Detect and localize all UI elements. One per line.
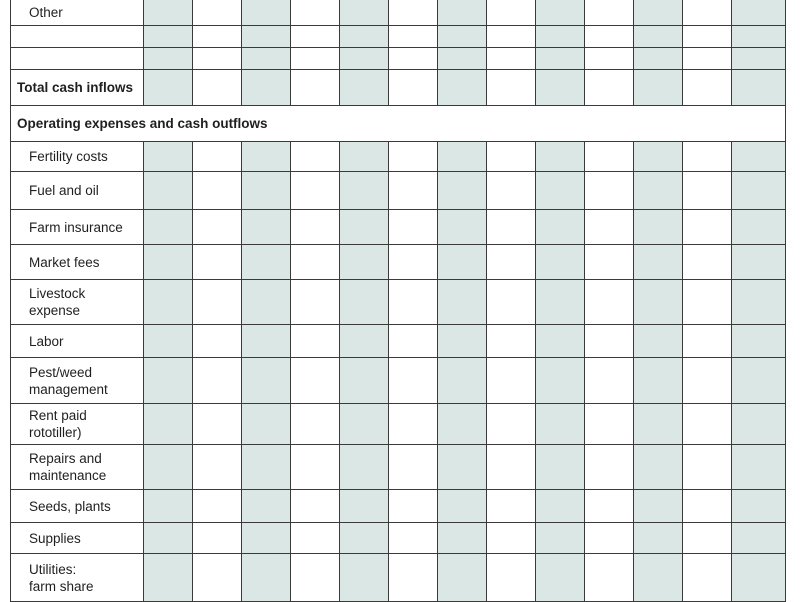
data-cell[interactable] <box>438 325 487 358</box>
data-cell[interactable] <box>585 70 634 106</box>
table-row <box>10 26 786 48</box>
data-cell[interactable] <box>536 280 585 325</box>
data-cell[interactable] <box>634 142 683 172</box>
data-cell[interactable] <box>536 142 585 172</box>
data-cell[interactable] <box>389 325 438 358</box>
data-cell[interactable] <box>193 325 242 358</box>
data-cell[interactable] <box>291 172 340 210</box>
data-cell[interactable] <box>340 490 389 523</box>
data-cell[interactable] <box>683 490 732 523</box>
data-cell[interactable] <box>242 0 291 26</box>
data-cell[interactable] <box>144 70 193 106</box>
data-cell[interactable] <box>487 210 536 245</box>
data-cell[interactable] <box>389 172 438 210</box>
row-label-text: Livestock expense <box>29 286 86 318</box>
data-cell[interactable] <box>683 404 732 445</box>
data-cell[interactable] <box>438 554 487 602</box>
data-cell[interactable] <box>634 404 683 445</box>
data-cell[interactable] <box>487 445 536 490</box>
data-cell[interactable] <box>144 48 193 70</box>
row-label-text: Rent paid rototiller) <box>29 408 87 440</box>
table-row <box>10 245 786 280</box>
table-row <box>10 280 786 325</box>
data-cell[interactable] <box>683 70 732 106</box>
data-cell[interactable] <box>389 445 438 490</box>
data-cell[interactable] <box>242 523 291 554</box>
table-row <box>10 554 786 602</box>
data-cell[interactable] <box>585 490 634 523</box>
data-cell[interactable] <box>585 445 634 490</box>
data-cell[interactable] <box>634 48 683 70</box>
data-cell[interactable] <box>732 210 786 245</box>
data-cell[interactable] <box>340 523 389 554</box>
row-label-text: Supplies <box>29 530 81 546</box>
data-cell[interactable] <box>487 142 536 172</box>
data-cell[interactable] <box>242 325 291 358</box>
table-row <box>10 358 786 404</box>
data-cell[interactable] <box>732 172 786 210</box>
data-cell[interactable] <box>242 245 291 280</box>
row-label <box>10 554 144 602</box>
table-row <box>10 210 786 245</box>
data-cell[interactable] <box>438 280 487 325</box>
data-cell[interactable] <box>389 210 438 245</box>
table-row <box>10 325 786 358</box>
data-cell[interactable] <box>389 404 438 445</box>
data-cell[interactable] <box>340 172 389 210</box>
data-cell[interactable] <box>291 210 340 245</box>
data-cell[interactable] <box>291 0 340 26</box>
data-cell[interactable] <box>144 142 193 172</box>
data-cell[interactable] <box>144 445 193 490</box>
data-cell[interactable] <box>340 0 389 26</box>
data-cell[interactable] <box>634 358 683 404</box>
data-cell[interactable] <box>487 0 536 26</box>
data-cell[interactable] <box>389 490 438 523</box>
data-cell[interactable] <box>193 445 242 490</box>
data-cell[interactable] <box>144 26 193 48</box>
data-cell[interactable] <box>634 523 683 554</box>
data-cell[interactable] <box>732 142 786 172</box>
data-cell[interactable] <box>438 48 487 70</box>
data-cell[interactable] <box>438 210 487 245</box>
data-cell[interactable] <box>536 404 585 445</box>
data-cell[interactable] <box>683 172 732 210</box>
data-cell[interactable] <box>340 245 389 280</box>
data-cell[interactable] <box>634 0 683 26</box>
row-label-text: Farm insurance <box>29 219 123 235</box>
data-cell[interactable] <box>536 358 585 404</box>
data-cell[interactable] <box>389 523 438 554</box>
data-cell[interactable] <box>732 554 786 602</box>
data-cell[interactable] <box>291 26 340 48</box>
data-cell[interactable] <box>732 0 786 26</box>
total-row <box>10 70 786 106</box>
data-cell[interactable] <box>242 70 291 106</box>
data-cell[interactable] <box>585 245 634 280</box>
table-row <box>10 404 786 445</box>
data-cell[interactable] <box>193 358 242 404</box>
data-cell[interactable] <box>536 172 585 210</box>
data-cell[interactable] <box>242 26 291 48</box>
data-cell[interactable] <box>683 142 732 172</box>
data-cell[interactable] <box>585 280 634 325</box>
data-cell[interactable] <box>242 280 291 325</box>
table-row <box>10 523 786 554</box>
data-cell[interactable] <box>291 280 340 325</box>
data-cell[interactable] <box>389 26 438 48</box>
data-cell[interactable] <box>732 523 786 554</box>
row-label <box>10 280 144 325</box>
table-row <box>10 172 786 210</box>
row-label <box>10 523 144 554</box>
row-label-text: Labor <box>29 333 64 349</box>
data-cell[interactable] <box>487 404 536 445</box>
data-cell[interactable] <box>732 404 786 445</box>
data-cell[interactable] <box>291 445 340 490</box>
data-cell[interactable] <box>438 0 487 26</box>
data-cell[interactable] <box>340 358 389 404</box>
data-cell[interactable] <box>732 358 786 404</box>
data-cell[interactable] <box>144 172 193 210</box>
row-label <box>10 48 144 70</box>
row-label <box>10 172 144 210</box>
data-cell[interactable] <box>389 70 438 106</box>
data-cell[interactable] <box>193 490 242 523</box>
table-row <box>10 48 786 70</box>
data-cell[interactable] <box>291 404 340 445</box>
data-cell[interactable] <box>585 358 634 404</box>
data-cell[interactable] <box>536 0 585 26</box>
data-cell[interactable] <box>144 358 193 404</box>
row-label <box>10 0 144 26</box>
data-cell[interactable] <box>340 554 389 602</box>
data-cell[interactable] <box>487 325 536 358</box>
data-cell[interactable] <box>487 245 536 280</box>
data-cell[interactable] <box>193 523 242 554</box>
data-cell[interactable] <box>389 48 438 70</box>
data-cell[interactable] <box>487 26 536 48</box>
data-cell[interactable] <box>585 404 634 445</box>
row-label <box>10 210 144 245</box>
data-cell[interactable] <box>536 26 585 48</box>
data-cell[interactable] <box>585 142 634 172</box>
row-label <box>10 26 144 48</box>
data-cell[interactable] <box>193 70 242 106</box>
data-cell[interactable] <box>487 172 536 210</box>
data-cell[interactable] <box>242 404 291 445</box>
row-label <box>10 490 144 523</box>
data-cell[interactable] <box>242 142 291 172</box>
data-cell[interactable] <box>536 490 585 523</box>
data-cell[interactable] <box>193 245 242 280</box>
data-cell[interactable] <box>487 70 536 106</box>
data-cell[interactable] <box>634 210 683 245</box>
data-cell[interactable] <box>144 0 193 26</box>
row-label <box>10 445 144 490</box>
data-cell[interactable] <box>144 245 193 280</box>
data-cell[interactable] <box>438 358 487 404</box>
data-cell[interactable] <box>340 445 389 490</box>
row-label-text: Total cash inflows <box>17 80 134 95</box>
data-cell[interactable] <box>536 210 585 245</box>
data-cell[interactable] <box>634 70 683 106</box>
data-cell[interactable] <box>291 142 340 172</box>
data-cell[interactable] <box>634 172 683 210</box>
data-cell[interactable] <box>242 358 291 404</box>
data-cell[interactable] <box>144 280 193 325</box>
data-cell[interactable] <box>193 172 242 210</box>
data-cell[interactable] <box>634 26 683 48</box>
data-cell[interactable] <box>732 280 786 325</box>
data-cell[interactable] <box>732 48 786 70</box>
data-cell[interactable] <box>536 245 585 280</box>
data-cell[interactable] <box>340 70 389 106</box>
data-cell[interactable] <box>536 48 585 70</box>
data-cell[interactable] <box>389 0 438 26</box>
row-label <box>10 325 144 358</box>
data-cell[interactable] <box>585 0 634 26</box>
row-label-text: Utilities: farm share <box>29 561 94 594</box>
data-cell[interactable] <box>389 358 438 404</box>
data-cell[interactable] <box>585 26 634 48</box>
data-cell[interactable] <box>438 172 487 210</box>
data-cell[interactable] <box>487 358 536 404</box>
row-label <box>10 70 144 106</box>
data-cell[interactable] <box>438 245 487 280</box>
data-cell[interactable] <box>683 554 732 602</box>
data-cell[interactable] <box>144 490 193 523</box>
data-cell[interactable] <box>683 358 732 404</box>
data-cell[interactable] <box>193 280 242 325</box>
data-cell[interactable] <box>487 48 536 70</box>
data-cell[interactable] <box>683 210 732 245</box>
data-cell[interactable] <box>340 142 389 172</box>
data-cell[interactable] <box>585 523 634 554</box>
data-cell[interactable] <box>536 325 585 358</box>
data-cell[interactable] <box>193 26 242 48</box>
data-cell[interactable] <box>536 554 585 602</box>
cash-flow-worksheet <box>10 0 786 600</box>
data-cell[interactable] <box>438 70 487 106</box>
row-label-text: Fuel and oil <box>29 183 99 198</box>
data-cell[interactable] <box>487 523 536 554</box>
data-cell[interactable] <box>242 172 291 210</box>
row-label-text: Other <box>29 5 63 20</box>
data-cell[interactable] <box>438 490 487 523</box>
data-cell[interactable] <box>487 280 536 325</box>
data-cell[interactable] <box>193 404 242 445</box>
data-cell[interactable] <box>193 48 242 70</box>
data-cell[interactable] <box>438 404 487 445</box>
data-cell[interactable] <box>291 48 340 70</box>
data-cell[interactable] <box>291 245 340 280</box>
data-cell[interactable] <box>193 142 242 172</box>
data-cell[interactable] <box>144 210 193 245</box>
data-cell[interactable] <box>340 325 389 358</box>
data-cell[interactable] <box>291 70 340 106</box>
data-cell[interactable] <box>438 26 487 48</box>
data-cell[interactable] <box>144 404 193 445</box>
data-cell[interactable] <box>144 325 193 358</box>
data-cell[interactable] <box>683 280 732 325</box>
data-cell[interactable] <box>242 490 291 523</box>
data-cell[interactable] <box>536 523 585 554</box>
data-cell[interactable] <box>291 490 340 523</box>
data-cell[interactable] <box>144 554 193 602</box>
data-cell[interactable] <box>242 554 291 602</box>
data-cell[interactable] <box>683 325 732 358</box>
data-cell[interactable] <box>389 554 438 602</box>
data-cell[interactable] <box>193 0 242 26</box>
data-cell[interactable] <box>683 0 732 26</box>
data-cell[interactable] <box>585 554 634 602</box>
data-cell[interactable] <box>193 210 242 245</box>
data-cell[interactable] <box>585 48 634 70</box>
data-cell[interactable] <box>389 142 438 172</box>
data-cell[interactable] <box>683 523 732 554</box>
row-label-text: Market fees <box>29 254 100 270</box>
data-cell[interactable] <box>634 554 683 602</box>
data-cell[interactable] <box>634 245 683 280</box>
data-cell[interactable] <box>732 70 786 106</box>
data-cell[interactable] <box>291 358 340 404</box>
data-cell[interactable] <box>683 48 732 70</box>
data-cell[interactable] <box>438 142 487 172</box>
data-cell[interactable] <box>291 523 340 554</box>
data-cell[interactable] <box>340 48 389 70</box>
data-cell[interactable] <box>536 445 585 490</box>
row-label <box>10 245 144 280</box>
row-label-text: Pest/weed management <box>29 364 108 397</box>
data-cell[interactable] <box>242 445 291 490</box>
data-cell[interactable] <box>291 325 340 358</box>
data-cell[interactable] <box>193 554 242 602</box>
table-row <box>10 0 786 26</box>
data-cell[interactable] <box>291 554 340 602</box>
table-row <box>10 445 786 490</box>
data-cell[interactable] <box>683 245 732 280</box>
row-label-text: Fertility costs <box>29 149 108 164</box>
data-cell[interactable] <box>585 210 634 245</box>
data-cell[interactable] <box>487 490 536 523</box>
data-cell[interactable] <box>732 26 786 48</box>
data-cell[interactable] <box>389 280 438 325</box>
data-cell[interactable] <box>732 445 786 490</box>
section-heading <box>10 106 786 142</box>
row-label <box>10 404 144 445</box>
data-cell[interactable] <box>242 48 291 70</box>
data-cell[interactable] <box>634 325 683 358</box>
data-cell[interactable] <box>634 445 683 490</box>
data-cell[interactable] <box>487 554 536 602</box>
data-cell[interactable] <box>144 523 193 554</box>
data-cell[interactable] <box>732 325 786 358</box>
row-label-text: Repairs and maintenance <box>29 451 107 483</box>
row-label <box>10 142 144 172</box>
data-cell[interactable] <box>585 325 634 358</box>
data-cell[interactable] <box>389 245 438 280</box>
row-label-text: Seeds, plants <box>29 498 111 514</box>
data-cell[interactable] <box>438 445 487 490</box>
data-cell[interactable] <box>536 70 585 106</box>
data-cell[interactable] <box>340 404 389 445</box>
data-cell[interactable] <box>585 172 634 210</box>
data-cell[interactable] <box>340 26 389 48</box>
table-row <box>10 142 786 172</box>
data-cell[interactable] <box>732 490 786 523</box>
row-label <box>10 358 144 404</box>
data-cell[interactable] <box>634 490 683 523</box>
data-cell[interactable] <box>683 26 732 48</box>
data-cell[interactable] <box>732 245 786 280</box>
section-heading-label: Operating expenses and cash outflows <box>17 116 268 131</box>
table-row <box>10 490 786 523</box>
data-cell[interactable] <box>683 445 732 490</box>
data-cell[interactable] <box>438 523 487 554</box>
data-cell[interactable] <box>634 280 683 325</box>
data-cell[interactable] <box>340 280 389 325</box>
data-cell[interactable] <box>242 210 291 245</box>
data-cell[interactable] <box>340 210 389 245</box>
